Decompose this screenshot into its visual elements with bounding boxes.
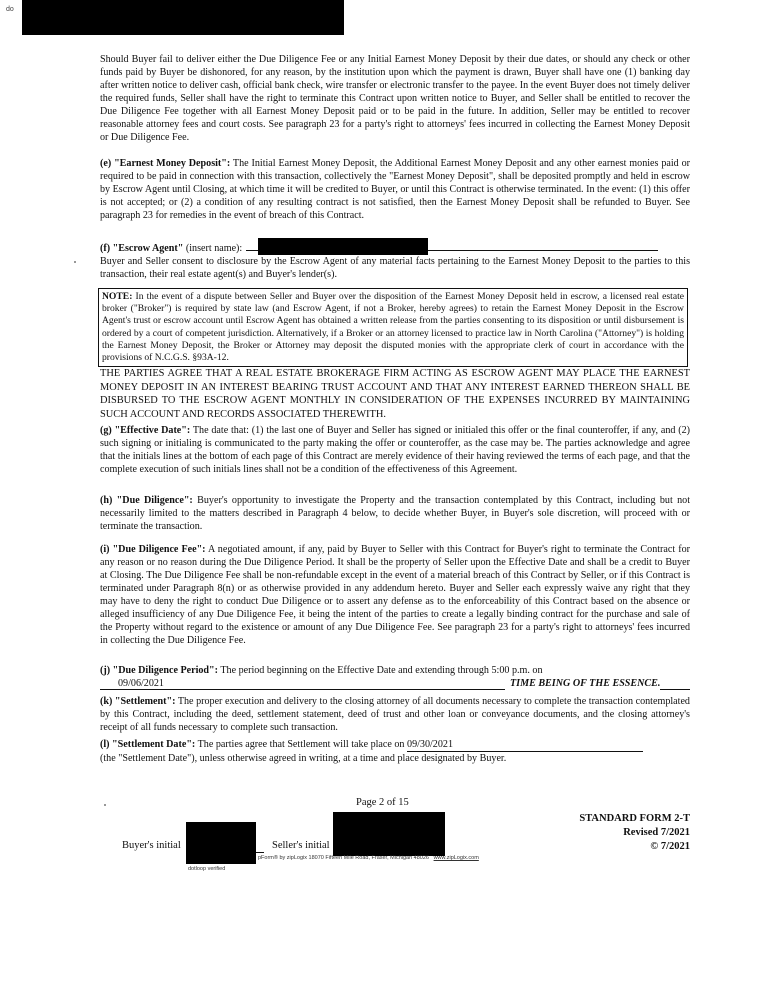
dotloop-verified-mark: dotloop verified	[188, 866, 226, 872]
settlement-date-text: The parties agree that Settlement will take place on	[195, 739, 405, 750]
escrow-agent-insert: (insert name):	[183, 243, 243, 254]
paragraph-due-diligence-fee	[100, 543, 690, 647]
effective-date-label: (g) "Effective Date":	[100, 425, 191, 436]
due-diligence-period-label: (j) "Due Diligence Period":	[100, 665, 219, 676]
seller-initials-box[interactable]	[333, 812, 445, 856]
due-diligence-period-date-field[interactable]	[100, 677, 505, 690]
due-diligence-fee-text: A negotiated amount, if any, paid by Buyer to Seller with this Contract for Buyer's right to terminate the Contract for any reason or no reason during the Due Diligence Period. It shall be the property of Seller upon the Effective Date and shall be a credit to Buyer at Closing. The Due Diligence Fee shall be non-refundable except in the event of a material breach of this Contract by Seller, or if this Contract is terminated under Paragraph 8(n) or as otherwise provided in any addendum hereto. Buyer and Seller each expressly waive any right that they may have to deny the right to conduct Due Diligence or to assert any defense as to the enforceability of this Contract based on the absence or alleged insufficiency of any Due Diligence Fee, it being the intent of the parties to create a legally binding contract for the purchase and sale of the Property without regard to the existence or amount of any Due Diligence Fee. See paragraph 23 for a party's right to attorneys' fees incurred in collecting the Due Diligence Fee.	[100, 544, 690, 646]
settlement-label: (k) "Settlement":	[100, 696, 176, 707]
redacted-header	[22, 0, 344, 35]
earnest-money-text: The Initial Earnest Money Deposit, the Additional Earnest Money Deposit and any other earnest monies paid or required to be paid in connection with this transaction, collectively the "Earnest Money Deposit", shall be deposited promptly and held in escrow by Escrow Agent until Closing, at which time it will be credited to Buyer, or until this Contract is otherwise terminated. In the event: (1) this offer is not accepted; or (2) a condition of any resulting contract is not satisfied, then the Earnest Money Deposit shall be refunded to Buyer. See paragraph 23 for remedies in the event of breach of this Contract.	[100, 158, 690, 221]
due-diligence-period-text: The period beginning on the Effective Date and extending through 5:00 p.m. on	[218, 665, 543, 676]
due-diligence-fee-label: (i) "Due Diligence Fee":	[100, 544, 206, 555]
seller-initials-label: Seller's initial	[272, 840, 330, 851]
buyer-initials-label: Buyer's initial	[122, 840, 181, 851]
due-diligence-period-rule	[660, 677, 690, 690]
settlement-date-label: (l) "Settlement Date":	[100, 739, 196, 750]
note-box	[98, 288, 688, 367]
time-of-essence: TIME BEING OF THE ESSENCE.	[510, 678, 661, 689]
corner-mark: do	[6, 6, 14, 13]
form-copyright: © 7/2021	[650, 841, 690, 852]
paragraph-settlement-date	[100, 738, 690, 765]
paragraph-effective-date	[100, 424, 690, 476]
zip-logix-link[interactable]: www.zipLogix.com	[433, 855, 479, 861]
margin-dot	[74, 261, 76, 263]
form-revised: Revised 7/2021	[623, 827, 690, 838]
paragraph-intro: Should Buyer fail to deliver either the Due Diligence Fee or any Initial Earnest Money Deposit by their due dates, or should any check or other funds paid by Buyer be dishonored, for any reason, by the institution upon which the payment is drawn, Buyer shall have one (1) banking day after written notice to deliver cash, official bank check, wire transfer or electronic transfer to the payee. In the event Buyer does not timely deliver the required funds, Seller shall have the right to terminate this Contract upon written notice to Buyer, and Seller shall be entitled to recover the Due Diligence Fee together with all Earnest Money Deposit paid or to be paid in the future. In addition, Seller may be entitled to recover reasonable attorney fees and court costs. See paragraph 23 for a party's right to attorneys' fees incurred in collecting the Earnest Money Deposit or Due Diligence Fee.	[100, 54, 690, 143]
earnest-money-label: (e) "Earnest Money Deposit":	[100, 158, 231, 169]
paragraph-due-diligence	[100, 494, 690, 533]
settlement-date-tail: (the "Settlement Date"), unless otherwise agreed in writing, at a time and place designated by Buyer.	[100, 753, 507, 764]
escrow-agent-text: Buyer and Seller consent to disclosure by the Escrow Agent of any material facts pertaining to the Earnest Money Deposit to the parties to this transaction, their real estate agent(s) and Buyer's lender(s).	[100, 256, 690, 280]
escrow-agent-label: (f) "Escrow Agent"	[100, 243, 184, 254]
paragraph-interest-caps: THE PARTIES AGREE THAT A REAL ESTATE BROKERAGE FIRM ACTING AS ESCROW AGENT MAY PLACE THE EARNEST MONEY DEPOSIT IN AN INTEREST BEARING TRUST ACCOUNT AND THAT ANY INTEREST EARNED THEREON SHALL BE DISBURSED TO THE ESCROW AGENT MONTHLY IN CONSIDERATION OF THE EXPENSES INCURRED BY MAINTAINING SUCH ACCOUNT AND RECORDS ASSOCIATED THEREWITH.	[100, 368, 690, 420]
margin-dot	[104, 804, 106, 806]
buyer-initials-line	[256, 852, 264, 853]
paragraph-earnest-money	[100, 157, 690, 222]
redacted-escrow-agent-name	[258, 238, 428, 255]
buyer-initials-box[interactable]	[186, 822, 256, 864]
form-identification	[579, 812, 690, 854]
note-label: NOTE:	[102, 291, 133, 302]
paragraph-settlement	[100, 695, 690, 734]
note-text: In the event of a dispute between Seller and Buyer over the disposition of the Earnest Money Deposit held in escrow, a licensed real estate broker ("Broker") is required by state law (and Escrow Agent, if not a Broker, hereby agrees) to retain the Earnest Money Deposit in the Escrow Agent's trust or escrow account until Escrow Agent has obtained a written release from the parties consenting to its disposition or until disbursement is ordered by a court of competent jurisdiction. Alternatively, if a Broker or an attorney licensed to practice law in North Carolina ("Attorney") is holding the Earnest Money Deposit, the Broker or Attorney may deposit the disputed monies with the appropriate clerk of court in accordance with the provisions of N.C.G.S. §93A-12.	[102, 291, 684, 364]
software-line: pForm® by zipLogix 18070 Fifteen Mile Road, Fraser, Michigan 48026 www.zipLogix.com	[258, 855, 479, 861]
settlement-date-field[interactable]	[407, 738, 643, 752]
due-diligence-period-date: 09/06/2021	[118, 678, 164, 689]
form-name: STANDARD FORM 2-T	[579, 813, 690, 824]
due-diligence-text: Buyer's opportunity to investigate the Property and the transaction contemplated by this Contract, including but not necessarily limited to the matters described in Paragraph 4 below, to decide whether Buyer, in Buyer's sole discretion, will proceed with or terminate the transaction.	[100, 495, 690, 532]
effective-date-text: The date that: (1) the last one of Buyer and Seller has signed or initialed this offer or the final counteroffer, if any, and (2) such signing or initialing is communicated to the party making the offer or counteroffer, as the case may be. The parties acknowledge and agree that the initials lines at the bottom of each page of this Contract are merely evidence of their having reviewed the terms of each page, and that the complete execution of such initials lines shall not be a condition of the effectiveness of this Agreement.	[100, 425, 690, 475]
settlement-date-value: 09/30/2021	[407, 739, 453, 750]
page-number: Page 2 of 15	[356, 797, 409, 808]
paragraph-due-diligence-period	[100, 664, 690, 691]
due-diligence-label: (h) "Due Diligence":	[100, 495, 193, 506]
settlement-text: The proper execution and delivery to the closing attorney of all documents necessary to complete the transaction contemplated by this Contract, including the deed, settlement statement, deed of trust and other loan or conveyance documents, and the closing attorney's receipt of all funds necessary to complete such transaction.	[100, 696, 690, 733]
